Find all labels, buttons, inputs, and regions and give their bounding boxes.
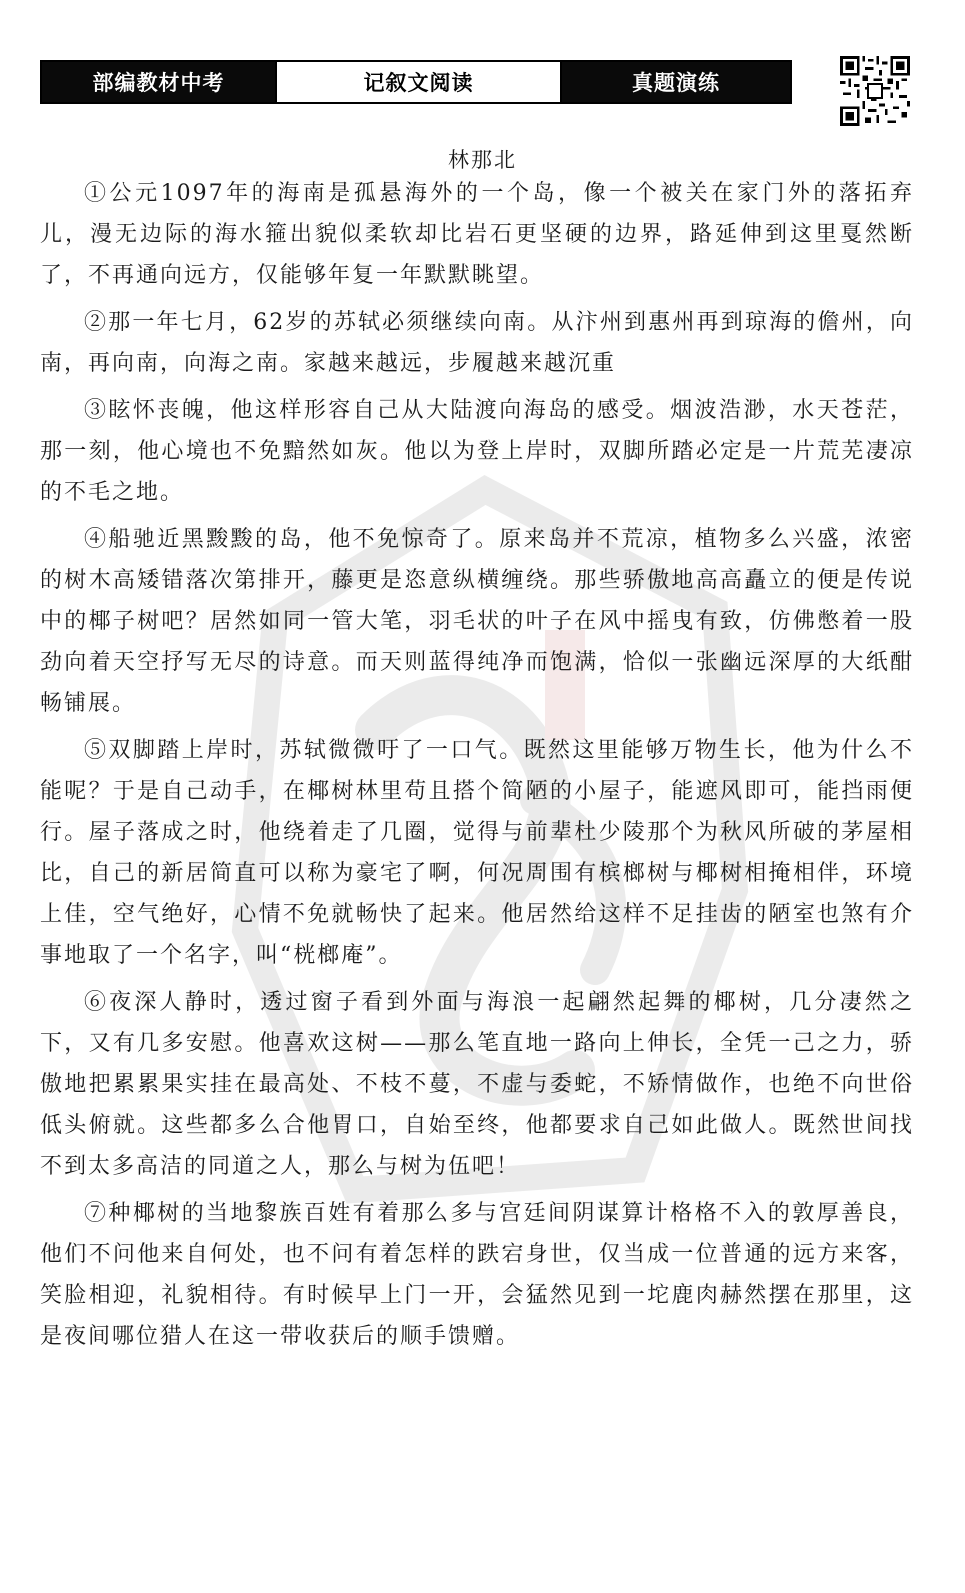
article-author: 林那北 bbox=[448, 148, 517, 172]
header-right: 真题演练 bbox=[562, 62, 790, 102]
article-body bbox=[40, 173, 914, 1363]
paragraph-2: ②那一年七月，62岁的苏轼必须继续向南。从汴州到惠州再到琼海的儋州，向南，再向南，向海之南。家越来越远，步履越来越沉重 bbox=[40, 310, 914, 376]
paragraph-7: ⑦种椰树的当地黎族百姓有着那么多与宫廷间阴谋算计格格不入的敦厚善良，他们不问他来自何处，也不问有着怎样的跌宕身世，仅当成一位普通的远方来客，笑脸相迎，礼貌相待。有时候早上门一开，会猛然见到一坨鹿肉赫然摆在那里，这是夜间哪位猎人在这一带收获后的顺手馈赠。 bbox=[40, 1201, 914, 1349]
header-middle: 记叙文阅读 bbox=[275, 62, 562, 102]
paragraph-5: ⑤双脚踏上岸时，苏轼微微吁了一口气。既然这里能够万物生长，他为什么不能呢？于是自己动手，在椰树林里苟且搭个简陋的小屋子，能遮风即可，能挡雨便行。屋子落成之时，他绕着走了几圈，觉得与前辈杜少陵那个为秋风所破的茅屋相比，自己的新居简直可以称为豪宅了啊，何况周围有槟榔树与椰树相掩相伴，环境上佳，空气绝好，心情不免就畅快了起来。他居然给这样不足挂齿的陋室也煞有介事地取了一个名字，叫“桄榔庵”。 bbox=[40, 738, 914, 968]
paragraph-4: ④船驰近黑黢黢的岛，他不免惊奇了。原来岛并不荒凉，植物多么兴盛，浓密的树木高矮错落次第排开，藤更是恣意纵横缠绕。那些骄傲地高高矗立的便是传说中的椰子树吧？居然如同一管大笔，羽毛状的叶子在风中摇曳有致，仿佛憋着一股劲向着天空抒写无尽的诗意。而天则蓝得纯净而饱满，恰似一张幽远深厚的大纸酣畅铺展。 bbox=[40, 527, 914, 716]
qr-code-icon[interactable] bbox=[840, 56, 910, 126]
paragraph-3: ③眩怀丧魄，他这样形容自己从大陆渡向海岛的感受。烟波浩渺，水天苍茫，那一刻，他心境也不免黯然如灰。他以为登上岸时，双脚所踏必定是一片荒芜凄凉的不毛之地。 bbox=[40, 398, 914, 505]
paragraph-1: ①公元1097年的海南是孤悬海外的一个岛，像一个被关在家门外的落拓弃儿，漫无边际的海水箍出貌似柔软却比岩石更坚硬的边界，路延伸到这里戛然断了，不再通向远方，仅能够年复一年默默眺望。 bbox=[40, 181, 914, 288]
header-bar bbox=[40, 60, 792, 104]
header-left: 部编教材中考 bbox=[42, 62, 275, 102]
paragraph-6: ⑥夜深人静时，透过窗子看到外面与海浪一起翩然起舞的椰树，几分凄然之下，又有几多安慰。他喜欢这树——那么笔直地一路向上伸长，全凭一己之力，骄傲地把累累果实挂在最高处、不枝不蔓，不虚与委蛇，不矫情做作，也绝不向世俗低头俯就。这些都多么合他胃口，自始至终，他都要求自己如此做人。既然世间找不到太多高洁的同道之人，那么与树为伍吧！ bbox=[40, 990, 914, 1179]
